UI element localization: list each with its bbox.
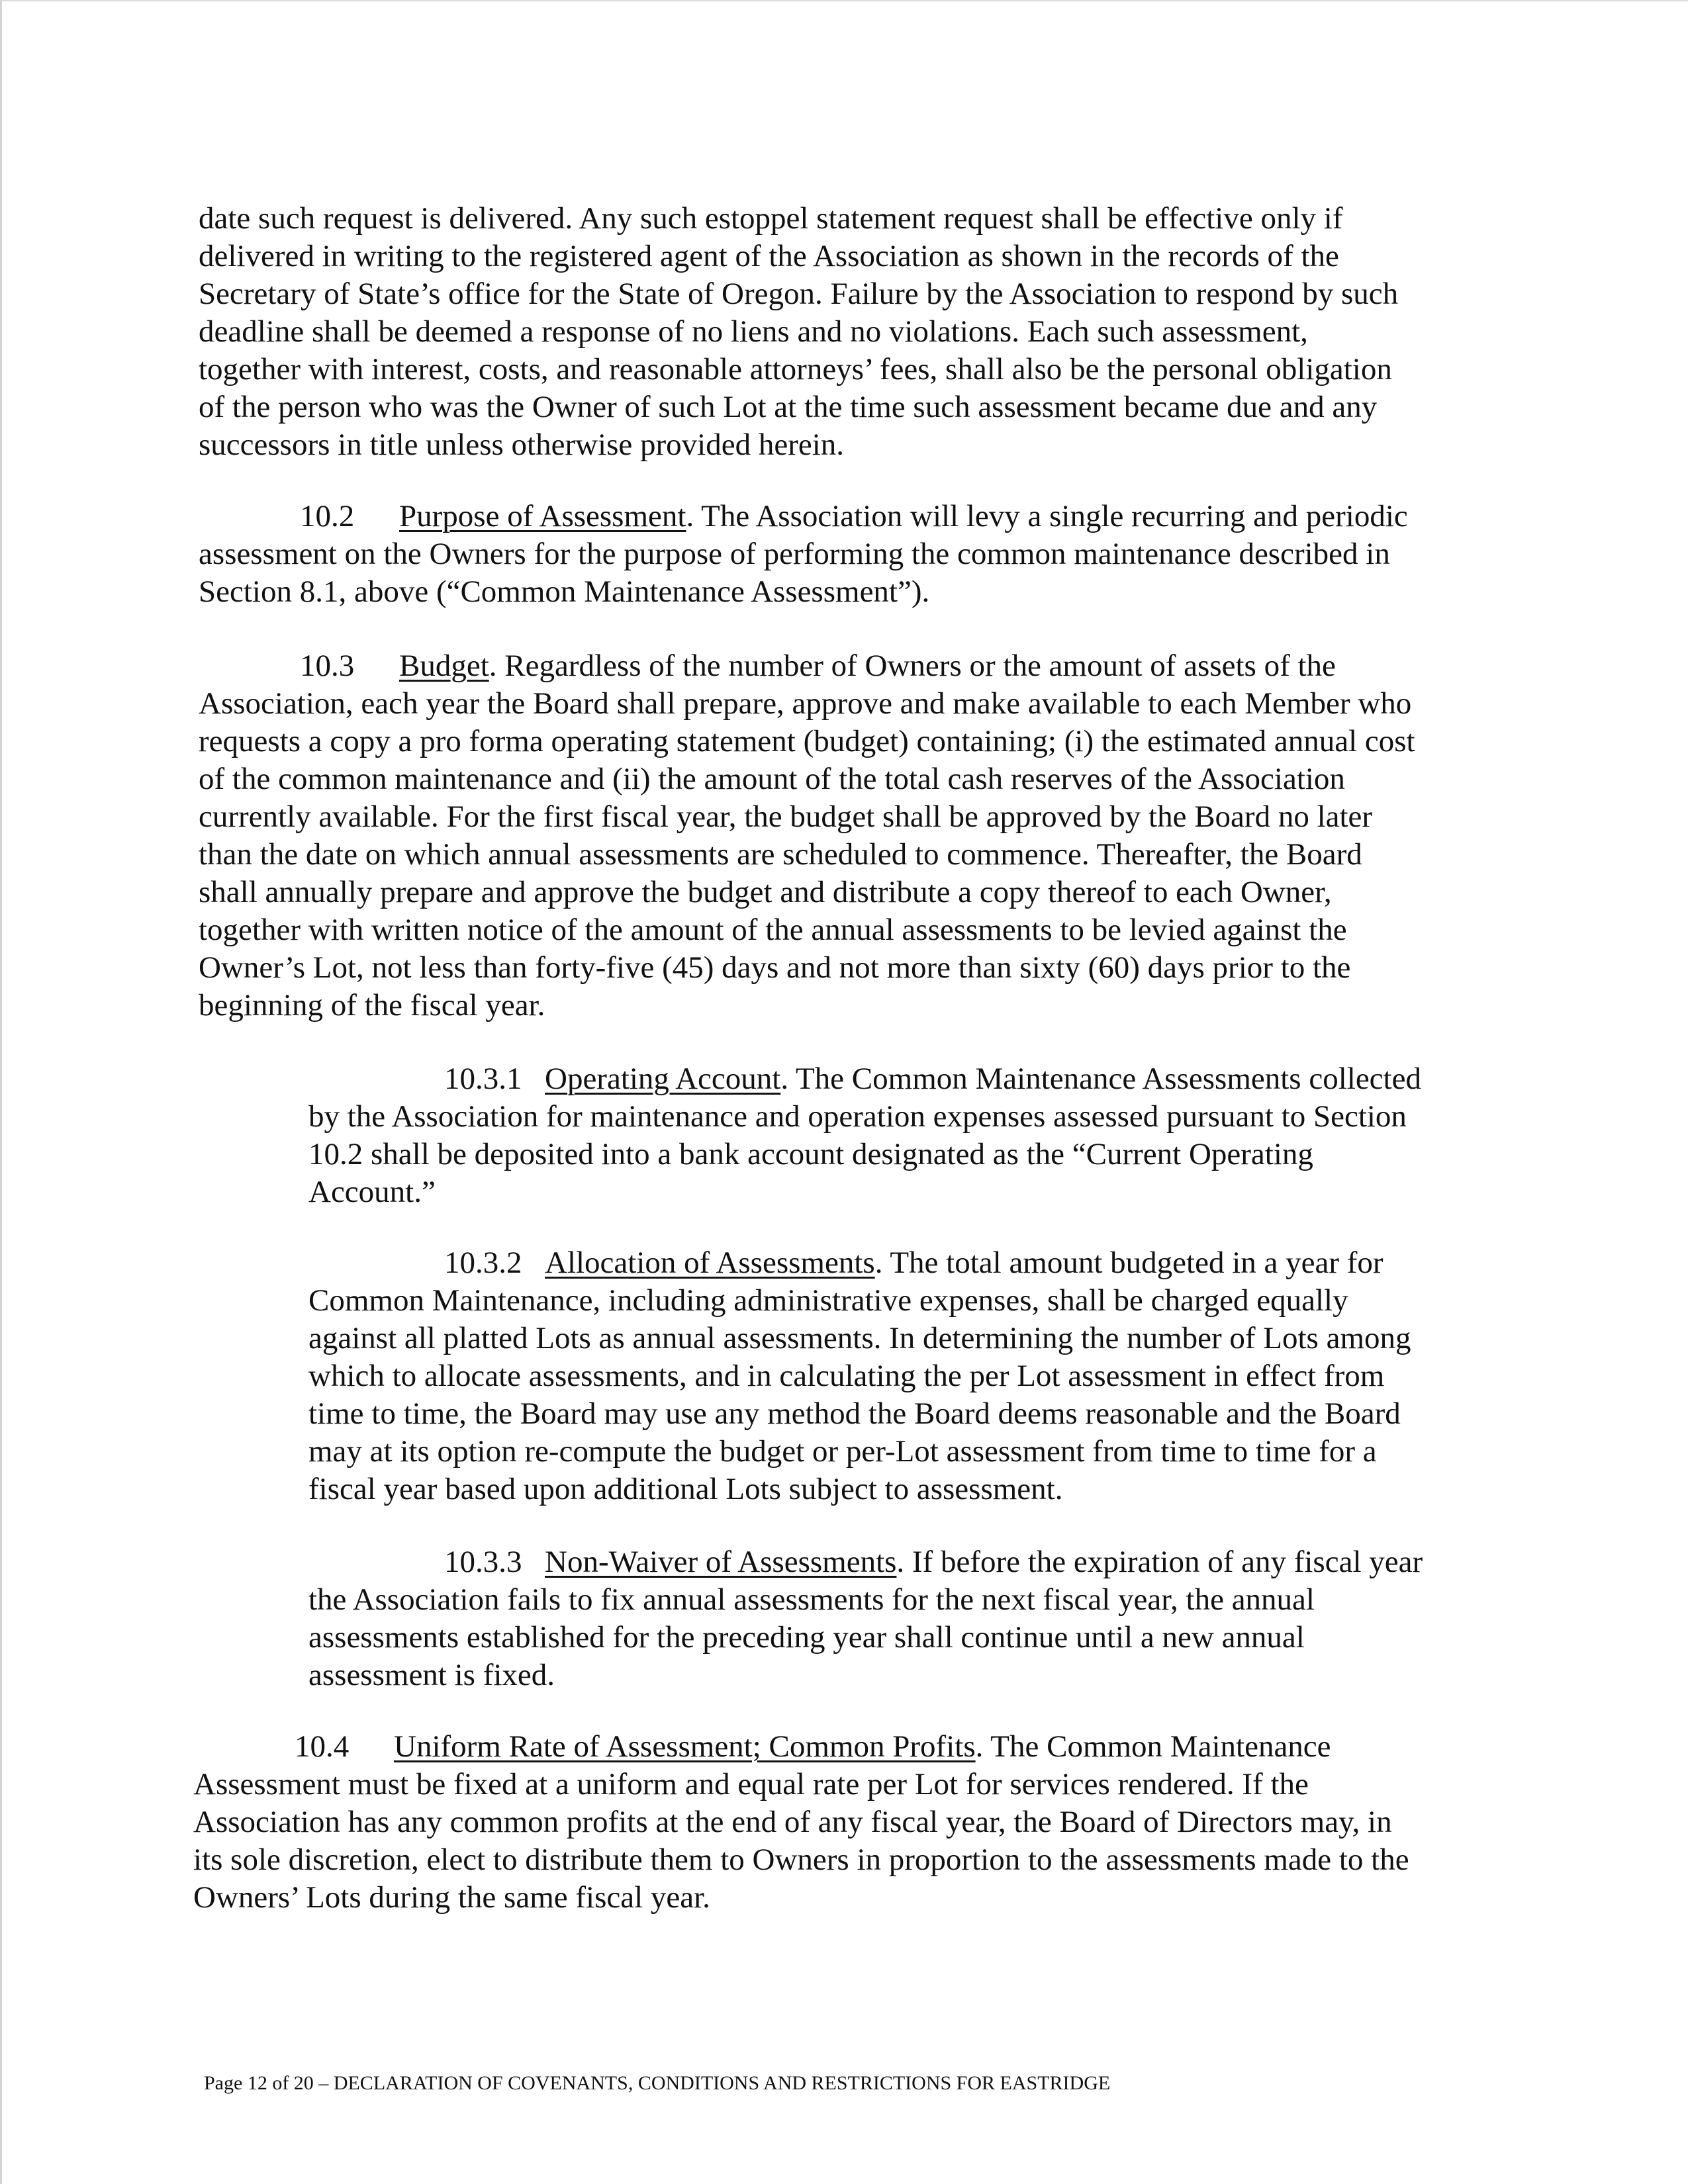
section-number: 10.3.3: [444, 1545, 522, 1579]
section-line: of the common maintenance and (ii) the amount of the total cash reserves of the Association: [199, 762, 1345, 796]
section-line: shall annually prepare and approve the budget and distribute a copy thereof to each Owner,: [199, 875, 1332, 909]
section-line: Association has any common profits at the end of any fiscal year, the Board of Directors may, in: [193, 1805, 1392, 1839]
section-line: Association, each year the Board shall prepare, approve and make available to each Member who: [199, 686, 1412, 721]
section-line: requests a copy a pro forma operating statement (budget) containing; (i) the estimated annual cost: [199, 724, 1415, 758]
section-line: Owners’ Lots during the same fiscal year.: [193, 1880, 710, 1915]
intro-line: of the person who was the Owner of such Lot at the time such assessment became due and any: [199, 390, 1378, 424]
section-line: which to allocate assessments, and in calculating the per Lot assessment in effect from: [308, 1359, 1385, 1393]
section-line: time to time, the Board may use any method the Board deems reasonable and the Board: [308, 1396, 1401, 1431]
section-line: Common Maintenance, including administrative expenses, shall be charged equally: [308, 1283, 1348, 1318]
section-number: 10.3: [300, 649, 355, 683]
footer-separator: –: [313, 2072, 334, 2094]
intro-line: deadline shall be deemed a response of no liens and no violations. Each such assessment,: [199, 314, 1308, 349]
section-line: Account.”: [308, 1175, 436, 1209]
section-number: 10.3.1: [444, 1062, 522, 1096]
section-first-line: [193, 1728, 1409, 1766]
section-number: 10.3.2: [444, 1246, 522, 1280]
section-10-3-2: [308, 1244, 1411, 1508]
footer-title: DECLARATION OF COVENANTS, CONDITIONS AND RESTRICTIONS FOR EASTRIDGE: [333, 2072, 1111, 2094]
section-line: together with written notice of the amount of the annual assessments to be levied against the: [199, 913, 1347, 947]
section-text: . If before the expiration of any fiscal year: [896, 1545, 1423, 1579]
section-first-line: [199, 498, 1408, 535]
section-text: . The total amount budgeted in a year for: [874, 1246, 1383, 1280]
section-line: its sole discretion, elect to distribute them to Owners in proportion to the assessments made to the: [193, 1843, 1409, 1877]
section-first-line: [308, 1543, 1423, 1581]
section-line: against all platted Lots as annual assessments. In determining the number of Lots among: [308, 1321, 1411, 1355]
section-first-line: [308, 1060, 1421, 1098]
section-line: currently available. For the first fiscal year, the budget shall be approved by the Board no later: [199, 799, 1373, 834]
intro-line: date such request is delivered. Any such estoppel statement request shall be effective only if: [199, 201, 1343, 236]
section-10-2: [199, 498, 1408, 611]
section-text: . The Common Maintenance Assessments collected: [780, 1062, 1421, 1096]
section-line: 10.2 shall be deposited into a bank account designated as the “Current Operating: [308, 1137, 1313, 1171]
section-10-3-1: [308, 1060, 1421, 1211]
section-line: Assessment must be fixed at a uniform and equal rate per Lot for services rendered. If the: [193, 1767, 1309, 1801]
section-line: by the Association for maintenance and operation expenses assessed pursuant to Section: [308, 1099, 1407, 1134]
section-10-3: [199, 647, 1415, 1024]
section-heading: Uniform Rate of Assessment; Common Profits: [394, 1729, 976, 1764]
intro-line: Secretary of State’s office for the State of Oregon. Failure by the Association to respond by such: [199, 277, 1399, 311]
section-number: 10.2: [300, 499, 355, 533]
page-footer: [204, 2071, 1110, 2095]
section-heading: Allocation of Assessments: [545, 1246, 875, 1280]
section-text: . Regardless of the number of Owners or the amount of assets of the: [489, 649, 1336, 683]
section-line: than the date on which annual assessments are scheduled to commence. Thereafter, the Board: [199, 837, 1362, 872]
section-text: . The Association will levy a single recurring and periodic: [686, 499, 1408, 533]
section-heading: Non-Waiver of Assessments: [545, 1545, 897, 1579]
footer-page-label: Page 12 of 20: [204, 2072, 314, 2094]
intro-line: together with interest, costs, and reasonable attorneys’ fees, shall also be the personal obligation: [199, 352, 1392, 387]
section-line: Owner’s Lot, not less than forty-five (45) days and not more than sixty (60) days prior to the: [199, 950, 1351, 985]
section-line: beginning of the fiscal year.: [199, 988, 545, 1023]
intro-line: successors in title unless otherwise provided herein.: [199, 428, 845, 462]
section-first-line: [199, 647, 1415, 685]
section-heading: Budget: [399, 649, 489, 683]
section-10-4: [193, 1728, 1409, 1917]
section-line: fiscal year based upon additional Lots subject to assessment.: [308, 1472, 1063, 1506]
section-line: assessments established for the preceding year shall continue until a new annual: [308, 1620, 1305, 1655]
section-heading: Operating Account: [545, 1062, 781, 1096]
intro-paragraph: [199, 200, 1398, 464]
section-first-line: [308, 1244, 1411, 1282]
section-line: the Association fails to fix annual assessments for the next fiscal year, the annual: [308, 1582, 1315, 1617]
section-line: Section 8.1, above (“Common Maintenance Assessment”).: [199, 574, 930, 609]
section-line: may at its option re-compute the budget or per-Lot assessment from time to time for a: [308, 1434, 1377, 1469]
section-line: assessment on the Owners for the purpose of performing the common maintenance described in: [199, 537, 1390, 571]
intro-line: delivered in writing to the registered agent of the Association as shown in the records of the: [199, 239, 1339, 273]
section-number: 10.4: [295, 1729, 350, 1764]
section-line: assessment is fixed.: [308, 1658, 555, 1692]
section-10-3-3: [308, 1543, 1423, 1694]
section-heading: Purpose of Assessment: [399, 499, 686, 533]
section-text: . The Common Maintenance: [975, 1729, 1331, 1764]
